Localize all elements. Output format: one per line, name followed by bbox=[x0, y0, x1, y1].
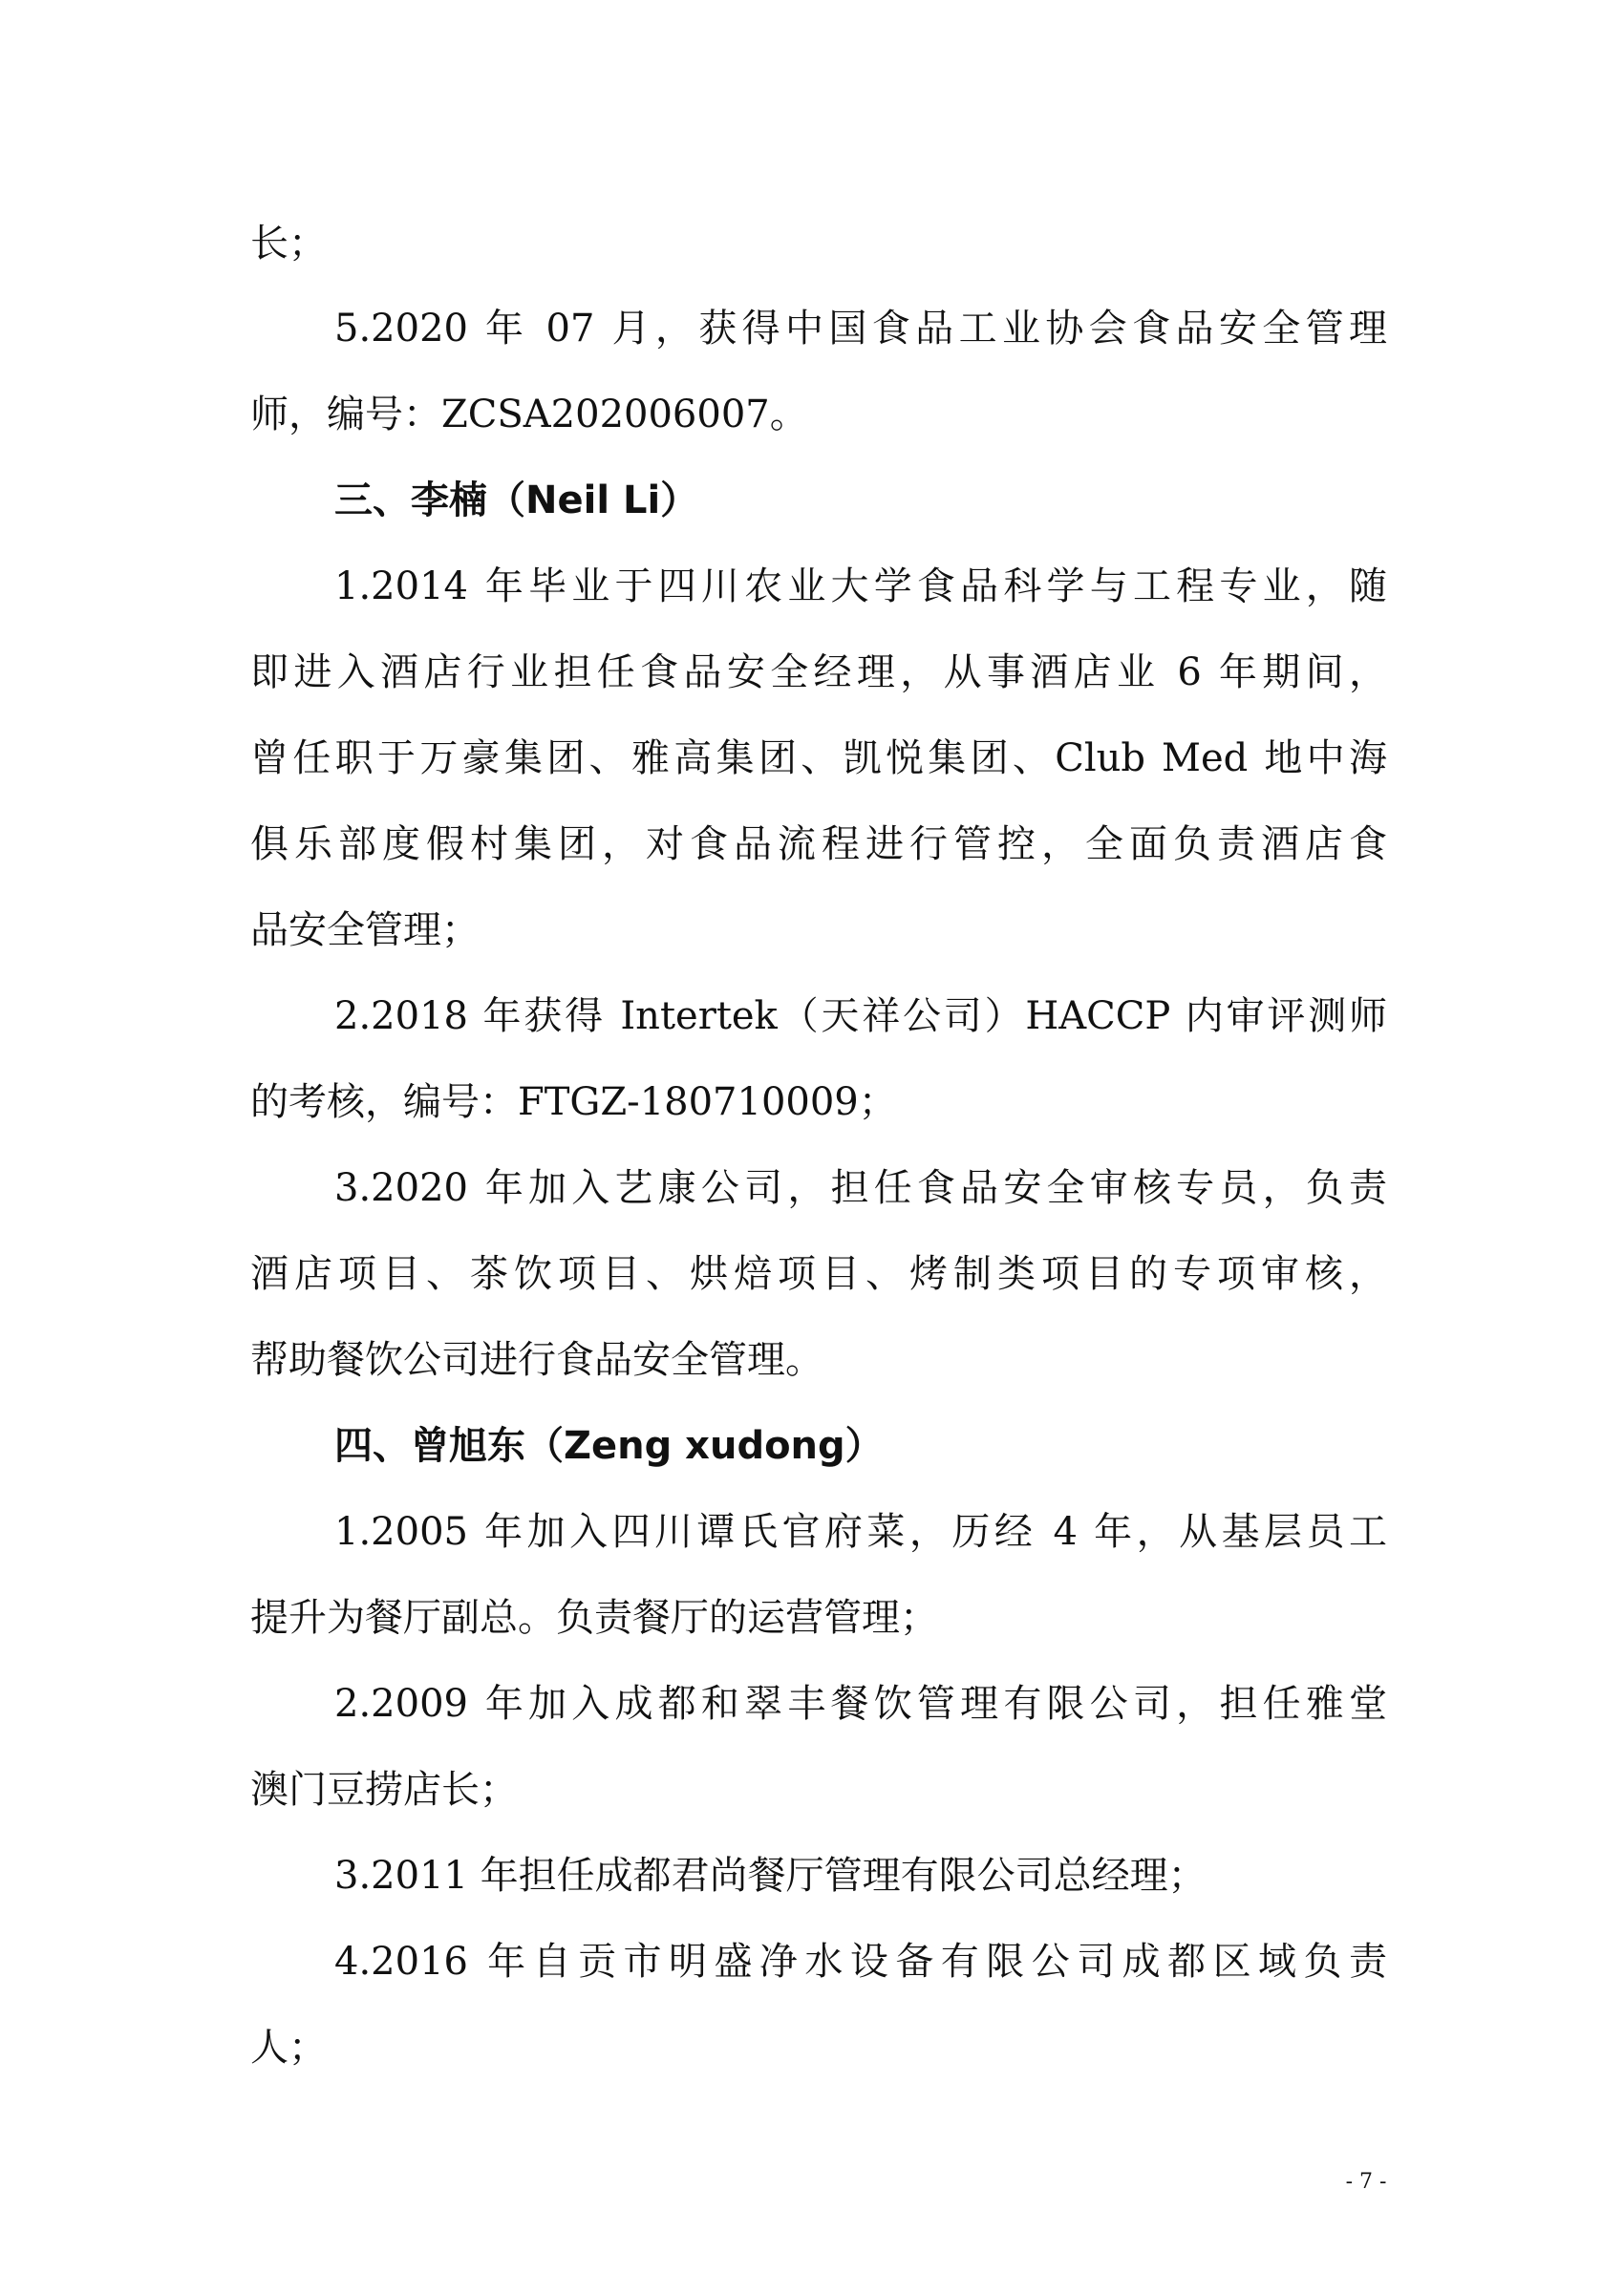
text-line-item-3: 3.2020 年加入艺康公司，担任食品安全审核专员，负责 bbox=[334, 1166, 1387, 1210]
page-number: - 7 - bbox=[1345, 2170, 1387, 2194]
text-line-item-1: 1.2005 年加入四川谭氏官府菜，历经 4 年，从基层员工 bbox=[334, 1510, 1387, 1554]
text-line: 师，编号：ZCSA202006007。 bbox=[250, 393, 808, 436]
text-line: 帮助餐饮公司进行食品安全管理。 bbox=[250, 1338, 823, 1382]
text-line: 品安全管理； bbox=[250, 908, 480, 952]
section-heading-li-nan: 三、李楠（Neil Li） bbox=[334, 478, 699, 522]
text-line-item-2: 2.2018 年获得 Intertek（天祥公司）HACCP 内审评测师 bbox=[334, 994, 1387, 1038]
section-heading-zeng-xudong: 四、曾旭东（Zeng xudong） bbox=[334, 1424, 884, 1468]
text-line: 即进入酒店行业担任食品安全经理，从事酒店业 6 年期间， bbox=[250, 650, 1387, 694]
text-line-continuation: 长； bbox=[250, 222, 327, 266]
text-line: 酒店项目、茶饮项目、烘焙项目、烤制类项目的专项审核， bbox=[250, 1252, 1387, 1296]
text-line-item-1: 1.2014 年毕业于四川农业大学食品科学与工程专业，随 bbox=[334, 564, 1387, 608]
text-line: 俱乐部度假村集团，对食品流程进行管控，全面负责酒店食 bbox=[250, 822, 1387, 866]
text-line-item-3: 3.2011 年担任成都君尚餐厅管理有限公司总经理； bbox=[334, 1854, 1207, 1898]
text-line: 提升为餐厅副总。负责餐厅的运营管理； bbox=[250, 1596, 938, 1640]
text-line-item-4: 4.2016 年自贡市明盛净水设备有限公司成都区域负责 bbox=[334, 1940, 1387, 1984]
text-line: 人； bbox=[250, 2026, 327, 2070]
text-line: 的考核，编号：FTGZ-180710009； bbox=[250, 1080, 897, 1124]
text-line: 澳门豆捞店长； bbox=[250, 1768, 518, 1812]
text-line-item-2: 2.2009 年加入成都和翠丰餐饮管理有限公司，担任雅堂 bbox=[334, 1682, 1387, 1726]
text-line: 曾任职于万豪集团、雅高集团、凯悦集团、Club Med 地中海 bbox=[250, 736, 1387, 780]
text-line-item-5: 5.2020 年 07 月，获得中国食品工业协会食品安全管理 bbox=[334, 307, 1387, 351]
